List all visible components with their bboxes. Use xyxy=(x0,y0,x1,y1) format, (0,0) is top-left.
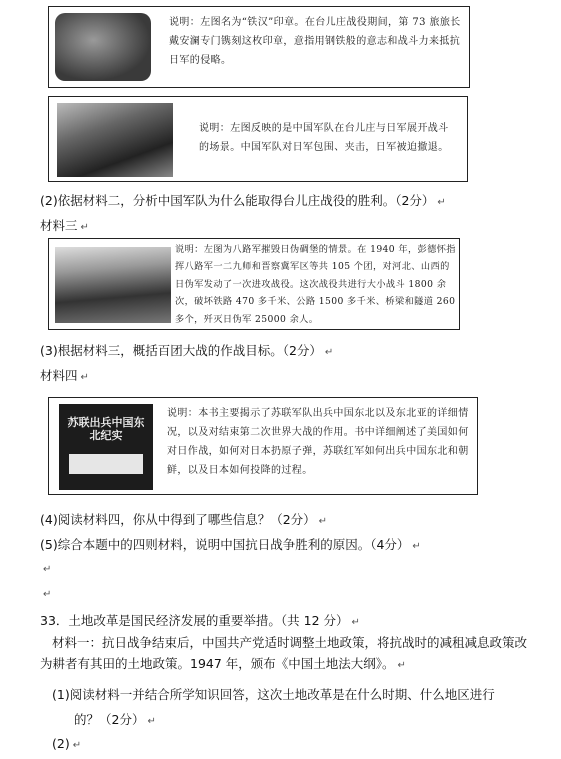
question-5: (5)综合本题中的四则材料，说明中国抗日战争胜利的原因。（4分） ↵ xyxy=(40,537,421,552)
question-3: (3)根据材料三，概括百团大战的作战目标。（2分） ↵ xyxy=(40,343,334,358)
seal-caption: 说明：左图名为“铁汉”印章。在台儿庄战役期间，第 73 旅旅长戴安澜专门镌刻这枚印章，意指用钢铁般的意志和战斗力来抵抗日军的侵略。 xyxy=(169,17,461,66)
material-box-battle xyxy=(48,96,468,182)
book-caption: 说明：本书主要揭示了苏联军队出兵中国东北以及东北亚的详细情况，以及对结束第二次世界大战的作用。书中详细阐述了美国如何对日作战，如何对日本扔原子弹，苏联红军如何出兵中国东北和朝鲜，以及日本如何投降的过程。 xyxy=(167,408,469,476)
wall-photo xyxy=(55,247,171,323)
question-33-title: 33．土地改革是国民经济发展的重要举措。（共 12 分） ↵ xyxy=(40,613,360,628)
question-33-sub-1: (1)阅读材料一并结合所学知识回答，这次土地改革是在什么时期、什么地区进行 xyxy=(52,687,495,702)
book-cover-image xyxy=(59,404,153,490)
book-cover-title: 苏联出兵中国东北纪实 xyxy=(67,416,145,442)
question-2: (2)依据材料二，分析中国军队为什么能取得台儿庄战役的胜利。（2分） ↵ xyxy=(40,193,446,208)
material-3-label: 材料三 ↵ xyxy=(40,218,89,233)
material-box-seal xyxy=(48,6,470,88)
question-33-material-1: 材料一：抗日战争结束后，中国共产党适时调整土地政策，将抗战时的减租减息政策改为耕者有其田的土地政策。1947 年，颁布《中国土地法大纲》。 ↵ xyxy=(40,635,528,671)
seal-image xyxy=(55,13,151,81)
question-33-sub-2: (2) ↵ xyxy=(52,736,82,751)
battle-photo xyxy=(57,103,173,177)
material-box-book xyxy=(48,397,478,495)
question-33-sub-1-cont: 的？（2分） ↵ xyxy=(74,712,156,727)
empty-paragraph: ↵ xyxy=(43,589,52,600)
material-box-wall xyxy=(48,238,460,330)
empty-paragraph: ↵ xyxy=(43,564,52,575)
question-4: (4)阅读材料四，你从中得到了哪些信息？（2分） ↵ xyxy=(40,512,328,527)
material-4-label: 材料四 ↵ xyxy=(40,368,89,383)
wall-caption: 说明：左图为八路军摧毁日伪碉堡的情景。在 1940 年，彭德怀指挥八路军一二九师和晋察冀军区等共 105 个团，对河北、山西的日伪军发动了一次进攻战役。这次战役共进行大小战斗 1800 余次，破坏铁路 470 多千米、公路 1500 多千米、桥梁和隧道 260 多个，歼灭日伪军 25000 余人。 xyxy=(175,244,456,325)
battle-caption: 说明：左图反映的是中国军队在台儿庄与日军展开战斗的场景。中国军队对日军包围、夹击，日军被迫撤退。 xyxy=(199,123,449,153)
